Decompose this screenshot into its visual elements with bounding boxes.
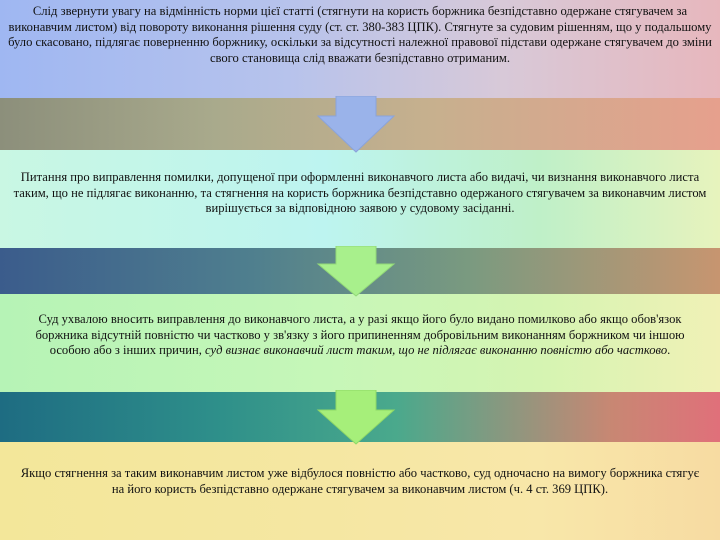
block-3-italic-text: суд визнає виконавчий лист таким, що не підлягає виконанню повністю або частково	[205, 343, 668, 357]
text-block-2	[0, 150, 720, 248]
down-arrow-icon	[316, 246, 396, 298]
block-2-text: Питання про виправлення помилки, допущеної при оформленні виконавчого листа або видачі, чи визнання виконавчого листа таким, що не підлягає виконанню, та стягнення на користь боржника безпідставно одержаного стягувачем за виконавчим листом вирішується за відповідною заявою у судовому засіданні.	[13, 170, 707, 215]
block-3-text-end: .	[667, 343, 671, 357]
block-4-text: Якщо стягнення за таким виконавчим листом уже відбулося повністю або частково, суд одночасно на вимогу боржника стягує на його користь безпідставно одержане стягувачем за виконавчим листом (ч. 4 ст. 369 ЦПК).	[20, 466, 700, 496]
down-arrow-icon	[316, 390, 396, 446]
text-block-3	[0, 294, 720, 392]
text-block-4	[0, 442, 720, 540]
block-3-text: Суд ухвалою вносить виправлення до виконавчого листа, а у разі якщо його було видано помилково або якщо обов'язок боржника відсутній повністю чи частково у зв'язку з його припиненням добровільним виконанням боржником чи іншою особою або з інших причин,	[35, 312, 685, 357]
down-arrow-icon	[316, 96, 396, 154]
text-block-1	[0, 0, 720, 98]
block-1-text: Слід звернути увагу на відмінність норми цієї статті (стягнути на користь боржника безпідставно одержане стягувачем за виконавчим листом) від повороту виконання рішення суду (ст. ст. 380-383 ЦПК). Стягнуте за судовим рішенням, що у подальшому було скасовано, підлягає поверненню боржнику, оскільки за відсутності належної правової підстави одержане стягувачем до зміни свого становища слід вважати безпідставно отриманим.	[8, 4, 712, 65]
